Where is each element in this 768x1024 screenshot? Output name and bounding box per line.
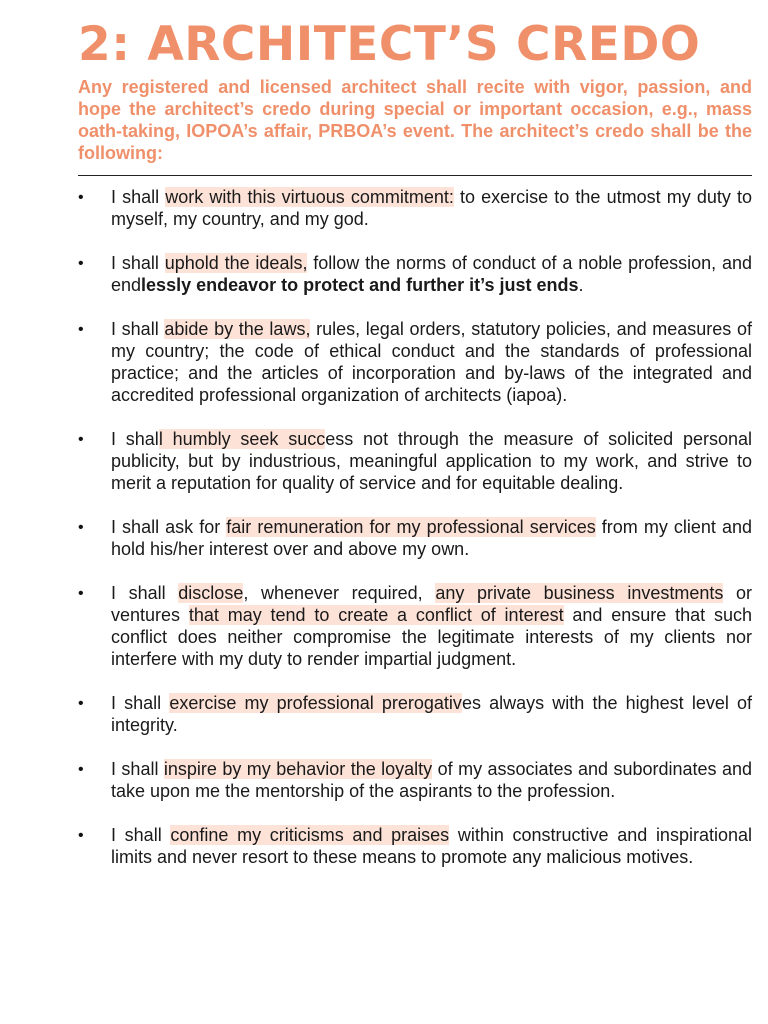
credo-text: I shall uphold the ideals, follow the norms of conduct of a noble profession, and endlessly endeavor to protect and further it’s just ends. — [111, 253, 752, 295]
highlight: l humbly seek succ — [158, 429, 326, 449]
highlight: work with this virtuous commitment: — [165, 187, 454, 207]
intro-paragraph: Any registered and licensed architect shall recite with vigor, passion, and hope the architect’s credo during special or important occasion, e.g., mass oath-taking, IOPOA’s affair, PRBOA’s event. The architect’s credo shall be the following: — [78, 77, 752, 163]
highlight: inspire by my behavior the loyalty — [163, 759, 433, 779]
credo-text: I shall work with this virtuous commitment: to exercise to the utmost my duty to myself, my country, and my god. — [111, 187, 752, 229]
credo-text: I shall humbly seek success not through the measure of solicited personal publicity, but by industrious, meaningful application to my work, and strive to merit a reputation for quality of service and for equitable dealing. — [111, 429, 752, 493]
page-title: 2: ARCHITECT’S CREDO — [78, 17, 701, 72]
credo-item — [0, 582, 752, 670]
bullet-icon: • — [78, 255, 84, 272]
bullet-icon: • — [78, 761, 84, 778]
credo-item — [0, 428, 752, 494]
credo-item — [0, 318, 752, 406]
credo-text: I shall abide by the laws, rules, legal orders, statutory policies, and measures of my country; the code of ethical conduct and the standards of professional practice; and the articles of incorporation and by-laws of the integrated and accredited professional organization of architects (iapoa). — [111, 319, 752, 405]
bullet-icon: • — [78, 827, 84, 844]
credo-list — [0, 186, 768, 890]
bullet-icon: • — [78, 431, 84, 448]
highlight: abide by the laws, — [164, 319, 311, 339]
highlight: disclose — [178, 583, 244, 603]
highlight: any private business investments — [435, 583, 724, 603]
credo-text: I shall exercise my professional prerogatives always with the highest level of integrity. — [111, 693, 753, 735]
credo-item — [0, 692, 752, 736]
divider-line — [78, 175, 752, 176]
highlight: uphold the ideals, — [164, 253, 308, 273]
credo-item — [0, 252, 752, 296]
highlight: exercise my professional prerogativ — [169, 693, 462, 713]
highlight: confine my criticisms and praises — [170, 825, 450, 845]
bullet-icon: • — [78, 189, 84, 206]
credo-text: I shall confine my criticisms and praises within constructive and inspirational limits and never resort to these means to promote any malicious motives. — [111, 825, 752, 867]
credo-text: I shall inspire by my behavior the loyalty of my associates and subordinates and take upon me the mentorship of the aspirants to the profession. — [111, 759, 752, 801]
credo-text: I shall ask for fair remuneration for my professional services from my client and hold his/her interest over and above my own. — [111, 517, 753, 559]
bullet-icon: • — [78, 321, 84, 338]
bullet-icon: • — [78, 519, 84, 536]
credo-item — [0, 824, 752, 868]
credo-item — [0, 186, 752, 230]
credo-text: I shall disclose, whenever required, any private business investments or ventures that may tend to create a conflict of interest and ensure that such conflict does neither compromise the legitimate interests of my clients nor interfere with my duty to render impartial judgment. — [111, 583, 752, 669]
bullet-icon: • — [78, 585, 84, 602]
bullet-icon: • — [78, 695, 84, 712]
credo-item — [0, 758, 752, 802]
credo-item — [0, 516, 752, 560]
highlight: fair remuneration for my professional services — [226, 517, 596, 537]
highlight: that may tend to create a conflict of interest — [188, 605, 564, 625]
